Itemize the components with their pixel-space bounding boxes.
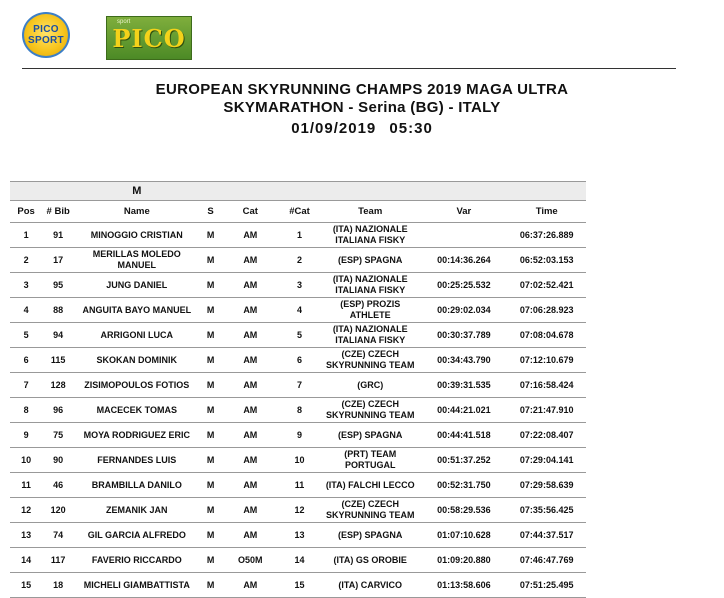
pico-brand-logo-small: sport <box>117 19 131 25</box>
cell-var: 01:09:20.880 <box>420 548 507 573</box>
cell-var: 01:07:10.628 <box>420 523 507 548</box>
cell-var: 00:52:31.750 <box>420 473 507 498</box>
header-time: Time <box>507 201 586 223</box>
cell-team: (ITA) NAZIONALE ITALIANA FISKY <box>320 323 420 348</box>
header-bib: # Bib <box>42 201 74 223</box>
document-title-line2: SKYMARATHON - Serina (BG) - ITALY <box>223 99 501 116</box>
table-row <box>10 448 586 473</box>
table-row <box>10 348 586 373</box>
cell-sex: M <box>199 573 221 598</box>
cell-name: ANGUITA BAYO MANUEL <box>74 298 199 323</box>
cell-time: 07:29:58.639 <box>507 473 586 498</box>
results-table <box>10 181 586 598</box>
cell-cat-rank: 5 <box>279 323 320 348</box>
cell-name: MINOGGIO CRISTIAN <box>74 223 199 248</box>
cell-bib: 90 <box>42 448 74 473</box>
cell-name: ARRIGONI LUCA <box>74 323 199 348</box>
cell-sex: M <box>199 373 221 398</box>
cell-cat: AM <box>222 298 279 323</box>
cell-sex: M <box>199 398 221 423</box>
table-row <box>10 248 586 273</box>
cell-name: FERNANDES LUIS <box>74 448 199 473</box>
cell-name: BRAMBILLA DANILO <box>74 473 199 498</box>
pico-brand-logo <box>106 16 192 60</box>
cell-team: (ITA) NAZIONALE ITALIANA FISKY <box>320 273 420 298</box>
gender-group-label: M <box>74 182 199 201</box>
cell-bib: 46 <box>42 473 74 498</box>
cell-time: 06:37:26.889 <box>507 223 586 248</box>
cell-cat-rank: 3 <box>279 273 320 298</box>
document-title-line1: EUROPEAN SKYRUNNING CHAMPS 2019 MAGA ULTRA <box>155 81 569 98</box>
cell-time: 06:52:03.153 <box>507 248 586 273</box>
document-title-date: 01/09/2019 05:30 <box>291 120 433 137</box>
cell-time: 07:29:04.141 <box>507 448 586 473</box>
cell-pos: 9 <box>10 423 42 448</box>
cell-var: 00:34:43.790 <box>420 348 507 373</box>
cell-name: JUNG DANIEL <box>74 273 199 298</box>
cell-var: 00:25:25.532 <box>420 273 507 298</box>
cell-pos: 6 <box>10 348 42 373</box>
cell-name: GIL GARCIA ALFREDO <box>74 523 199 548</box>
table-row <box>10 223 586 248</box>
pico-sport-logo <box>22 12 70 58</box>
header-team: Team <box>320 201 420 223</box>
cell-cat: O50M <box>222 548 279 573</box>
table-row <box>10 548 586 573</box>
cell-name: ZEMANIK JAN <box>74 498 199 523</box>
cell-team: (ITA) GS OROBIE <box>320 548 420 573</box>
cell-pos: 15 <box>10 573 42 598</box>
cell-team: (ITA) CARVICO <box>320 573 420 598</box>
cell-bib: 74 <box>42 523 74 548</box>
cell-sex: M <box>199 298 221 323</box>
cell-team: (ESP) SPAGNA <box>320 523 420 548</box>
cell-team: (ITA) FALCHI LECCO <box>320 473 420 498</box>
table-row <box>10 498 586 523</box>
cell-cat-rank: 14 <box>279 548 320 573</box>
cell-team: (PRT) TEAM PORTUGAL <box>320 448 420 473</box>
cell-cat-rank: 7 <box>279 373 320 398</box>
pico-sport-logo-line1: PICO <box>33 24 59 35</box>
gender-group-row <box>10 182 586 201</box>
cell-pos: 11 <box>10 473 42 498</box>
cell-time: 07:12:10.679 <box>507 348 586 373</box>
cell-bib: 88 <box>42 298 74 323</box>
cell-sex: M <box>199 448 221 473</box>
cell-sex: M <box>199 498 221 523</box>
cell-time: 07:08:04.678 <box>507 323 586 348</box>
cell-bib: 17 <box>42 248 74 273</box>
cell-name: FAVERIO RICCARDO <box>74 548 199 573</box>
cell-var: 00:58:29.536 <box>420 498 507 523</box>
cell-name: ZISIMOPOULOS FOTIOS <box>74 373 199 398</box>
cell-var: 00:44:41.518 <box>420 423 507 448</box>
table-row <box>10 273 586 298</box>
cell-team: (ESP) SPAGNA <box>320 423 420 448</box>
table-row <box>10 323 586 348</box>
cell-team: (CZE) CZECH SKYRUNNING TEAM <box>320 498 420 523</box>
table-row <box>10 298 586 323</box>
cell-var: 00:44:21.021 <box>420 398 507 423</box>
cell-bib: 91 <box>42 223 74 248</box>
header-divider <box>22 68 676 69</box>
cell-team: (ITA) NAZIONALE ITALIANA FISKY <box>320 223 420 248</box>
cell-cat: AM <box>222 473 279 498</box>
cell-pos: 13 <box>10 523 42 548</box>
cell-pos: 10 <box>10 448 42 473</box>
cell-cat: AM <box>222 248 279 273</box>
cell-cat: AM <box>222 273 279 298</box>
cell-cat-rank: 4 <box>279 298 320 323</box>
cell-cat: AM <box>222 523 279 548</box>
cell-var: 00:29:02.034 <box>420 298 507 323</box>
cell-sex: M <box>199 273 221 298</box>
pico-brand-logo-text: PICO <box>112 23 186 53</box>
table-header-row <box>10 201 586 223</box>
cell-name: MICHELI GIAMBATTISTA <box>74 573 199 598</box>
table-row <box>10 423 586 448</box>
cell-var: 00:14:36.264 <box>420 248 507 273</box>
cell-time: 07:46:47.769 <box>507 548 586 573</box>
cell-cat: AM <box>222 223 279 248</box>
header-pos: Pos <box>10 201 42 223</box>
pico-sport-logo-line2: SPORT <box>28 35 64 46</box>
table-row <box>10 398 586 423</box>
cell-time: 07:22:08.407 <box>507 423 586 448</box>
cell-pos: 7 <box>10 373 42 398</box>
cell-cat-rank: 1 <box>279 223 320 248</box>
cell-cat: AM <box>222 573 279 598</box>
cell-sex: M <box>199 248 221 273</box>
cell-time: 07:51:25.495 <box>507 573 586 598</box>
cell-bib: 94 <box>42 323 74 348</box>
cell-var: 00:30:37.789 <box>420 323 507 348</box>
cell-bib: 75 <box>42 423 74 448</box>
cell-pos: 8 <box>10 398 42 423</box>
cell-bib: 120 <box>42 498 74 523</box>
cell-var <box>420 223 507 248</box>
cell-bib: 96 <box>42 398 74 423</box>
cell-cat-rank: 12 <box>279 498 320 523</box>
cell-cat-rank: 2 <box>279 248 320 273</box>
table-row <box>10 373 586 398</box>
cell-sex: M <box>199 473 221 498</box>
cell-time: 07:06:28.923 <box>507 298 586 323</box>
cell-bib: 128 <box>42 373 74 398</box>
cell-bib: 95 <box>42 273 74 298</box>
cell-pos: 5 <box>10 323 42 348</box>
header-cat: Cat <box>222 201 279 223</box>
cell-sex: M <box>199 548 221 573</box>
cell-cat: AM <box>222 448 279 473</box>
cell-team: (CZE) CZECH SKYRUNNING TEAM <box>320 398 420 423</box>
cell-cat: AM <box>222 323 279 348</box>
cell-cat-rank: 6 <box>279 348 320 373</box>
cell-time: 07:35:56.425 <box>507 498 586 523</box>
header-cat-rank: #Cat <box>279 201 320 223</box>
cell-sex: M <box>199 348 221 373</box>
cell-pos: 1 <box>10 223 42 248</box>
cell-bib: 115 <box>42 348 74 373</box>
cell-cat-rank: 9 <box>279 423 320 448</box>
results-body <box>10 223 586 598</box>
header-var: Var <box>420 201 507 223</box>
cell-cat: AM <box>222 423 279 448</box>
cell-cat: AM <box>222 498 279 523</box>
cell-pos: 2 <box>10 248 42 273</box>
cell-var: 00:51:37.252 <box>420 448 507 473</box>
cell-var: 00:39:31.535 <box>420 373 507 398</box>
cell-cat-rank: 13 <box>279 523 320 548</box>
cell-sex: M <box>199 323 221 348</box>
cell-var: 01:13:58.606 <box>420 573 507 598</box>
cell-name: MACECEK TOMAS <box>74 398 199 423</box>
table-row <box>10 473 586 498</box>
cell-cat-rank: 10 <box>279 448 320 473</box>
cell-sex: M <box>199 423 221 448</box>
cell-pos: 3 <box>10 273 42 298</box>
cell-sex: M <box>199 523 221 548</box>
cell-cat: AM <box>222 398 279 423</box>
cell-team: (ESP) PROZIS ATHLETE <box>320 298 420 323</box>
table-row <box>10 573 586 598</box>
cell-pos: 4 <box>10 298 42 323</box>
header-name: Name <box>74 201 199 223</box>
cell-time: 07:21:47.910 <box>507 398 586 423</box>
cell-cat-rank: 8 <box>279 398 320 423</box>
cell-team: (CZE) CZECH SKYRUNNING TEAM <box>320 348 420 373</box>
header-sex: S <box>199 201 221 223</box>
cell-team: (ESP) SPAGNA <box>320 248 420 273</box>
cell-cat-rank: 11 <box>279 473 320 498</box>
cell-team: (GRC) <box>320 373 420 398</box>
cell-pos: 12 <box>10 498 42 523</box>
cell-sex: M <box>199 223 221 248</box>
cell-name: MOYA RODRIGUEZ ERIC <box>74 423 199 448</box>
cell-pos: 14 <box>10 548 42 573</box>
table-row <box>10 523 586 548</box>
cell-cat-rank: 15 <box>279 573 320 598</box>
cell-cat: AM <box>222 348 279 373</box>
cell-cat: AM <box>222 373 279 398</box>
cell-time: 07:02:52.421 <box>507 273 586 298</box>
cell-name: SKOKAN DOMINIK <box>74 348 199 373</box>
cell-name: MERILLAS MOLEDO MANUEL <box>74 248 199 273</box>
cell-time: 07:44:37.517 <box>507 523 586 548</box>
cell-bib: 117 <box>42 548 74 573</box>
cell-bib: 18 <box>42 573 74 598</box>
cell-time: 07:16:58.424 <box>507 373 586 398</box>
